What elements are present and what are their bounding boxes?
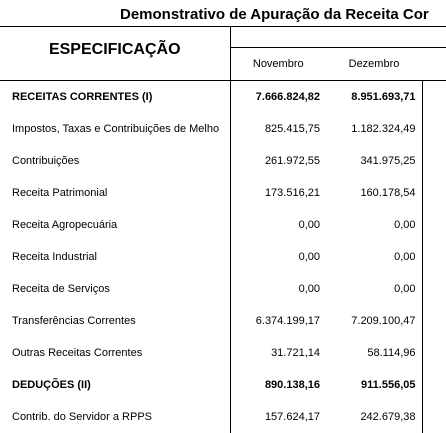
value-extra [422,369,446,401]
value-november: 261.972,55 [264,155,320,167]
table-row [0,145,446,177]
value-december: 242.679,38 [326,401,422,433]
value-extra [422,401,446,433]
month-header-november: Novembro [230,48,326,81]
value-extra [422,177,446,209]
value-november: 6.374.199,17 [255,315,320,327]
table-row [0,81,446,114]
row-label: RECEITAS CORRENTES (I) [0,81,230,114]
table-row [0,369,446,401]
table-row [0,209,446,241]
row-label: Receita Industrial [0,241,230,273]
row-label: Impostos, Taxas e Contribuições de Melho [0,113,230,145]
table-row [0,273,446,305]
table-row [0,401,446,433]
value-extra [422,113,446,145]
value-extra [422,81,446,114]
spec-header: ESPECIFICAÇÃO [0,27,230,81]
value-extra [422,305,446,337]
value-december: 341.975,25 [326,145,422,177]
header-row-top [0,27,446,48]
value-november: 7.666.824,82 [230,81,326,114]
value-extra [422,273,446,305]
row-label: Contrib. do Servidor a RPPS [0,401,230,433]
value-extra [422,145,446,177]
month-header-december: Dezembro [326,48,422,81]
table-row [0,113,446,145]
report-title-text: Demonstrativo de Apuração da Receita Cor [120,6,429,23]
value-december: 0,00 [326,241,422,273]
value-december: 0,00 [326,209,422,241]
value-december: 1.182.324,49 [326,113,422,145]
row-label: DEDUÇÕES (II) [0,369,230,401]
table-row [0,337,446,369]
value-november: 0,00 [298,283,320,295]
revenue-table-body [0,27,446,433]
value-extra [422,337,446,369]
value-december: 0,00 [326,273,422,305]
value-december: 7.209.100,47 [326,305,422,337]
row-label: Outras Receitas Correntes [0,337,230,369]
row-label: Transferências Correntes [0,305,230,337]
value-november: 31.721,14 [271,347,320,359]
value-december: 8.951.693,71 [326,81,422,114]
month-header-extra [422,48,446,81]
value-december: 160.178,54 [326,177,422,209]
table-row [0,241,446,273]
value-november: 0,00 [298,251,320,263]
value-extra [422,241,446,273]
row-label: Contribuições [0,145,230,177]
table-row [0,305,446,337]
row-label: Receita de Serviços [0,273,230,305]
value-december: 58.114,96 [326,337,422,369]
value-november: 825.415,75 [264,123,320,135]
value-november: 173.516,21 [264,187,320,199]
table-row [0,177,446,209]
value-november: 0,00 [298,219,320,231]
revenue-table [0,26,446,433]
row-label: Receita Patrimonial [0,177,230,209]
value-november: 890.138,16 [264,379,320,391]
value-december: 911.556,05 [326,369,422,401]
row-label: Receita Agropecuária [0,209,230,241]
header-top-spacer [230,27,446,48]
value-november: 157.624,17 [264,411,320,423]
value-extra [422,209,446,241]
